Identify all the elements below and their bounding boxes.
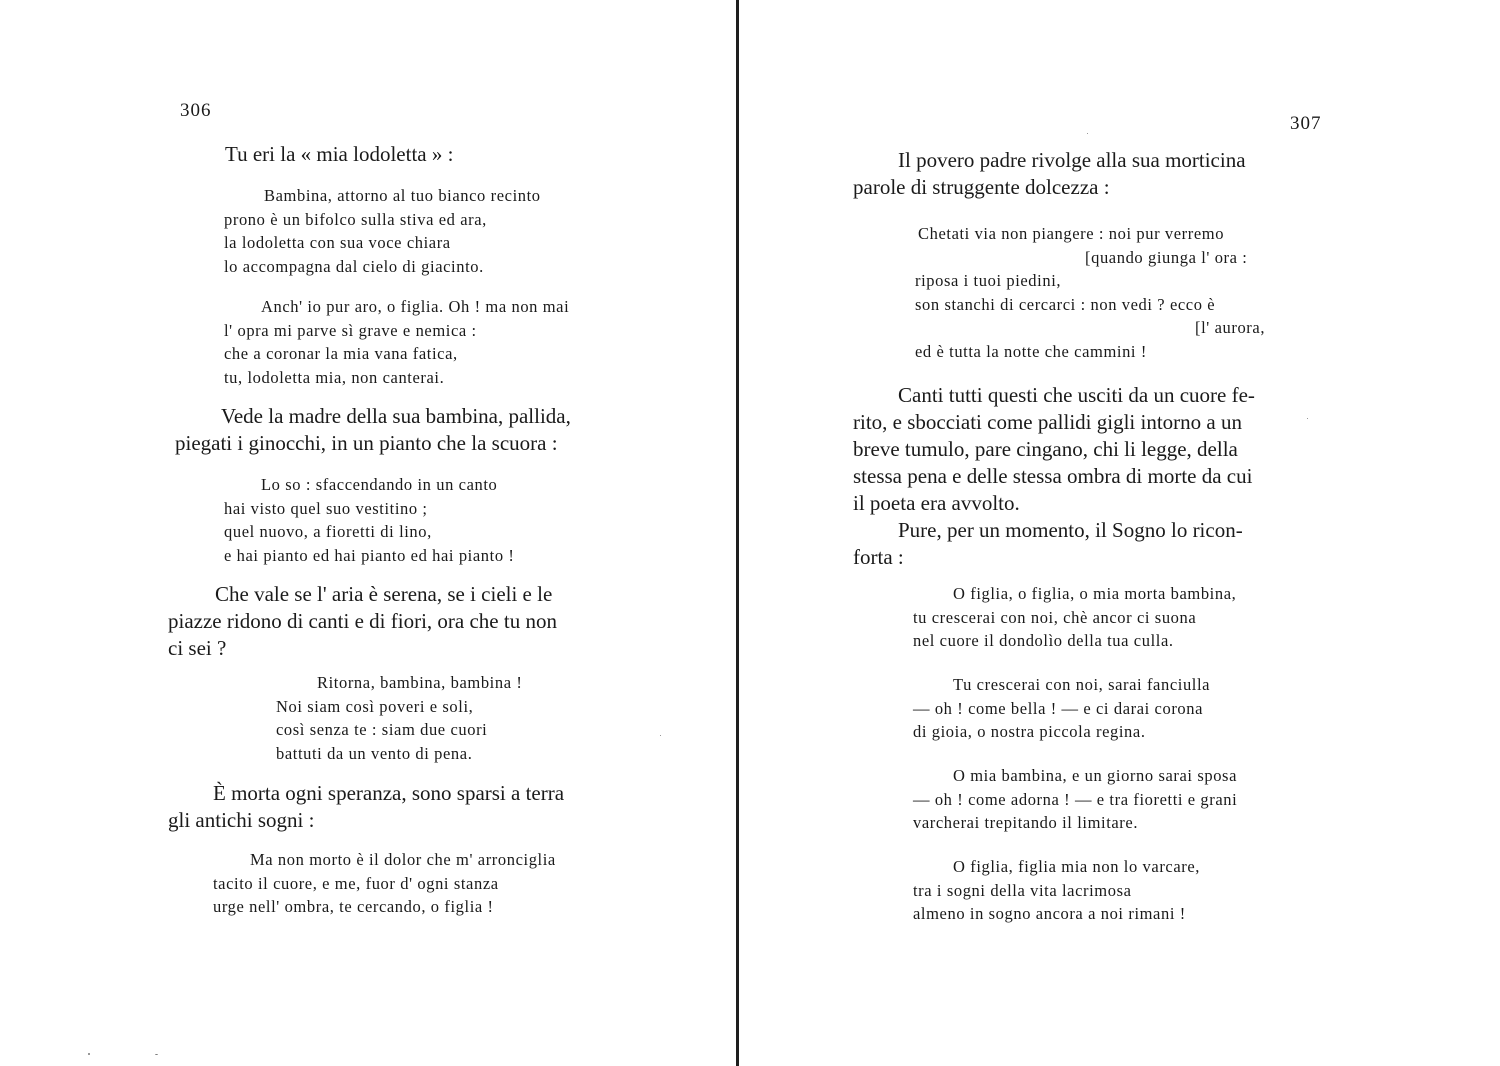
text-line: piegati i ginocchi, in un pianto che la scuora : <box>175 431 558 455</box>
verse-line: O figlia, figlia mia non lo varcare, <box>953 857 1201 876</box>
verse-line: hai visto quel suo vestitino ; <box>224 498 428 518</box>
verse-line: Anch' io pur aro, o figlia. Oh ! ma non mai <box>261 297 570 316</box>
verse-line: Noi siam così poveri e soli, <box>276 696 474 716</box>
text-line: Vede la madre della sua bambina, pallida, <box>221 404 571 428</box>
text-line: È morta ogni speranza, sono sparsi a terra <box>213 781 565 805</box>
verse-stanza <box>224 184 541 278</box>
speck <box>1307 418 1308 419</box>
verse-line: Ma non morto è il dolor che m' arronciglia <box>250 850 556 869</box>
verse-stanza <box>913 855 1200 926</box>
verse-stanza <box>224 295 569 389</box>
verse-line: che a coronar la mia vana fatica, <box>224 344 458 363</box>
verse-line: [l' aurora, <box>1195 318 1266 337</box>
left-page <box>0 0 737 1066</box>
prose-paragraph <box>168 581 557 662</box>
verse-stanza <box>913 764 1237 835</box>
text-line: parole di struggente dolcezza : <box>853 175 1110 199</box>
text-line: Tu eri la « mia lodoletta » : <box>225 142 454 166</box>
prose-paragraph <box>853 382 1255 571</box>
verse-line: varcherai trepitando il limitare. <box>913 813 1139 832</box>
verse-stanza <box>913 673 1210 744</box>
verse-line: O mia bambina, e un giorno sarai sposa <box>953 766 1237 785</box>
verse-line: Lo so : sfaccendando in un canto <box>261 475 498 494</box>
text-line: Il povero padre rivolge alla sua morticina <box>898 148 1246 172</box>
page-number: 306 <box>180 100 212 121</box>
verse-line: così senza te : siam due cuori <box>276 720 488 739</box>
verse-line: almeno in sogno ancora a noi rimani ! <box>913 904 1186 923</box>
page-number: 307 <box>1290 113 1322 134</box>
verse-stanza <box>913 582 1236 653</box>
verse-line: Tu crescerai con noi, sarai fanciulla <box>953 675 1211 694</box>
verse-stanza <box>276 671 522 765</box>
verse-stanza <box>224 473 515 567</box>
verse-line: di gioia, o nostra piccola regina. <box>913 722 1146 741</box>
verse-line: urge nell' ombra, te cercando, o figlia ! <box>213 897 494 916</box>
text-line: piazze ridono di canti e di fiori, ora che tu non <box>168 609 557 633</box>
verse-line: la lodoletta con sua voce chiara <box>224 233 451 252</box>
verse-line: riposa i tuoi piedini, <box>915 271 1062 290</box>
prose-paragraph <box>853 147 1246 201</box>
text-line: stessa pena e delle stessa ombra di morte da cui <box>853 464 1253 488</box>
text-line: forta : <box>853 545 904 569</box>
prose-paragraph <box>225 141 453 168</box>
verse-line: e hai pianto ed hai pianto ed hai pianto ! <box>224 545 515 565</box>
speck <box>88 1053 90 1055</box>
verse-line: son stanchi di cercarci : non vedi ? ecco è <box>915 294 1216 314</box>
verse-line: l' opra mi parve sì grave e nemica : <box>224 320 477 340</box>
verse-line: tu, lodoletta mia, non canterai. <box>224 367 445 387</box>
verse-line: Ritorna, bambina, bambina ! <box>317 673 523 692</box>
text-line: Che vale se l' aria è serena, se i cieli e le <box>215 582 553 606</box>
speck <box>155 1054 158 1055</box>
speck <box>1087 133 1088 134</box>
page-gutter <box>736 0 739 1066</box>
text-line: rito, e sbocciati come pallidi gigli intorno a un <box>853 410 1242 434</box>
text-line: Pure, per un momento, il Sogno lo ricon- <box>898 518 1243 542</box>
verse-line: prono è un bifolco sulla stiva ed ara, <box>224 209 487 229</box>
verse-line: quel nuovo, a fioretti di lino, <box>224 522 432 541</box>
prose-paragraph <box>168 780 564 834</box>
verse-line: Bambina, attorno al tuo bianco recinto <box>264 186 541 205</box>
verse-line: tacito il cuore, e me, fuor d' ogni stanza <box>213 873 499 893</box>
speck <box>660 735 661 736</box>
verse-line: battuti da un vento di pena. <box>276 743 473 763</box>
verse-line: lo accompagna dal cielo di giacinto. <box>224 256 484 276</box>
verse-line: nel cuore il dondolìo della tua culla. <box>913 631 1174 650</box>
text-line: breve tumulo, pare cingano, chi li legge, della <box>853 437 1238 461</box>
right-page <box>741 0 1500 1066</box>
text-line: gli antichi sogni : <box>168 808 315 832</box>
verse-line: Chetati via non piangere : noi pur verremo <box>918 224 1225 243</box>
verse-line: [quando giunga l' ora : <box>1085 247 1248 267</box>
text-line: il poeta era avvolto. <box>853 491 1020 515</box>
verse-line: — oh ! come adorna ! — e tra fioretti e grani <box>913 789 1238 809</box>
verse-stanza <box>915 222 1265 363</box>
verse-line: O figlia, o figlia, o mia morta bambina, <box>953 584 1237 603</box>
verse-line: tra i sogni della vita lacrimosa <box>913 880 1132 900</box>
verse-line: tu crescerai con noi, chè ancor ci suona <box>913 607 1197 627</box>
text-line: Canti tutti questi che usciti da un cuore fe- <box>898 383 1255 407</box>
text-line: ci sei ? <box>168 636 227 660</box>
verse-line: — oh ! come bella ! — e ci darai corona <box>913 698 1204 718</box>
verse-line: ed è tutta la notte che cammini ! <box>915 341 1147 361</box>
prose-paragraph <box>175 403 571 457</box>
verse-stanza <box>213 848 556 919</box>
